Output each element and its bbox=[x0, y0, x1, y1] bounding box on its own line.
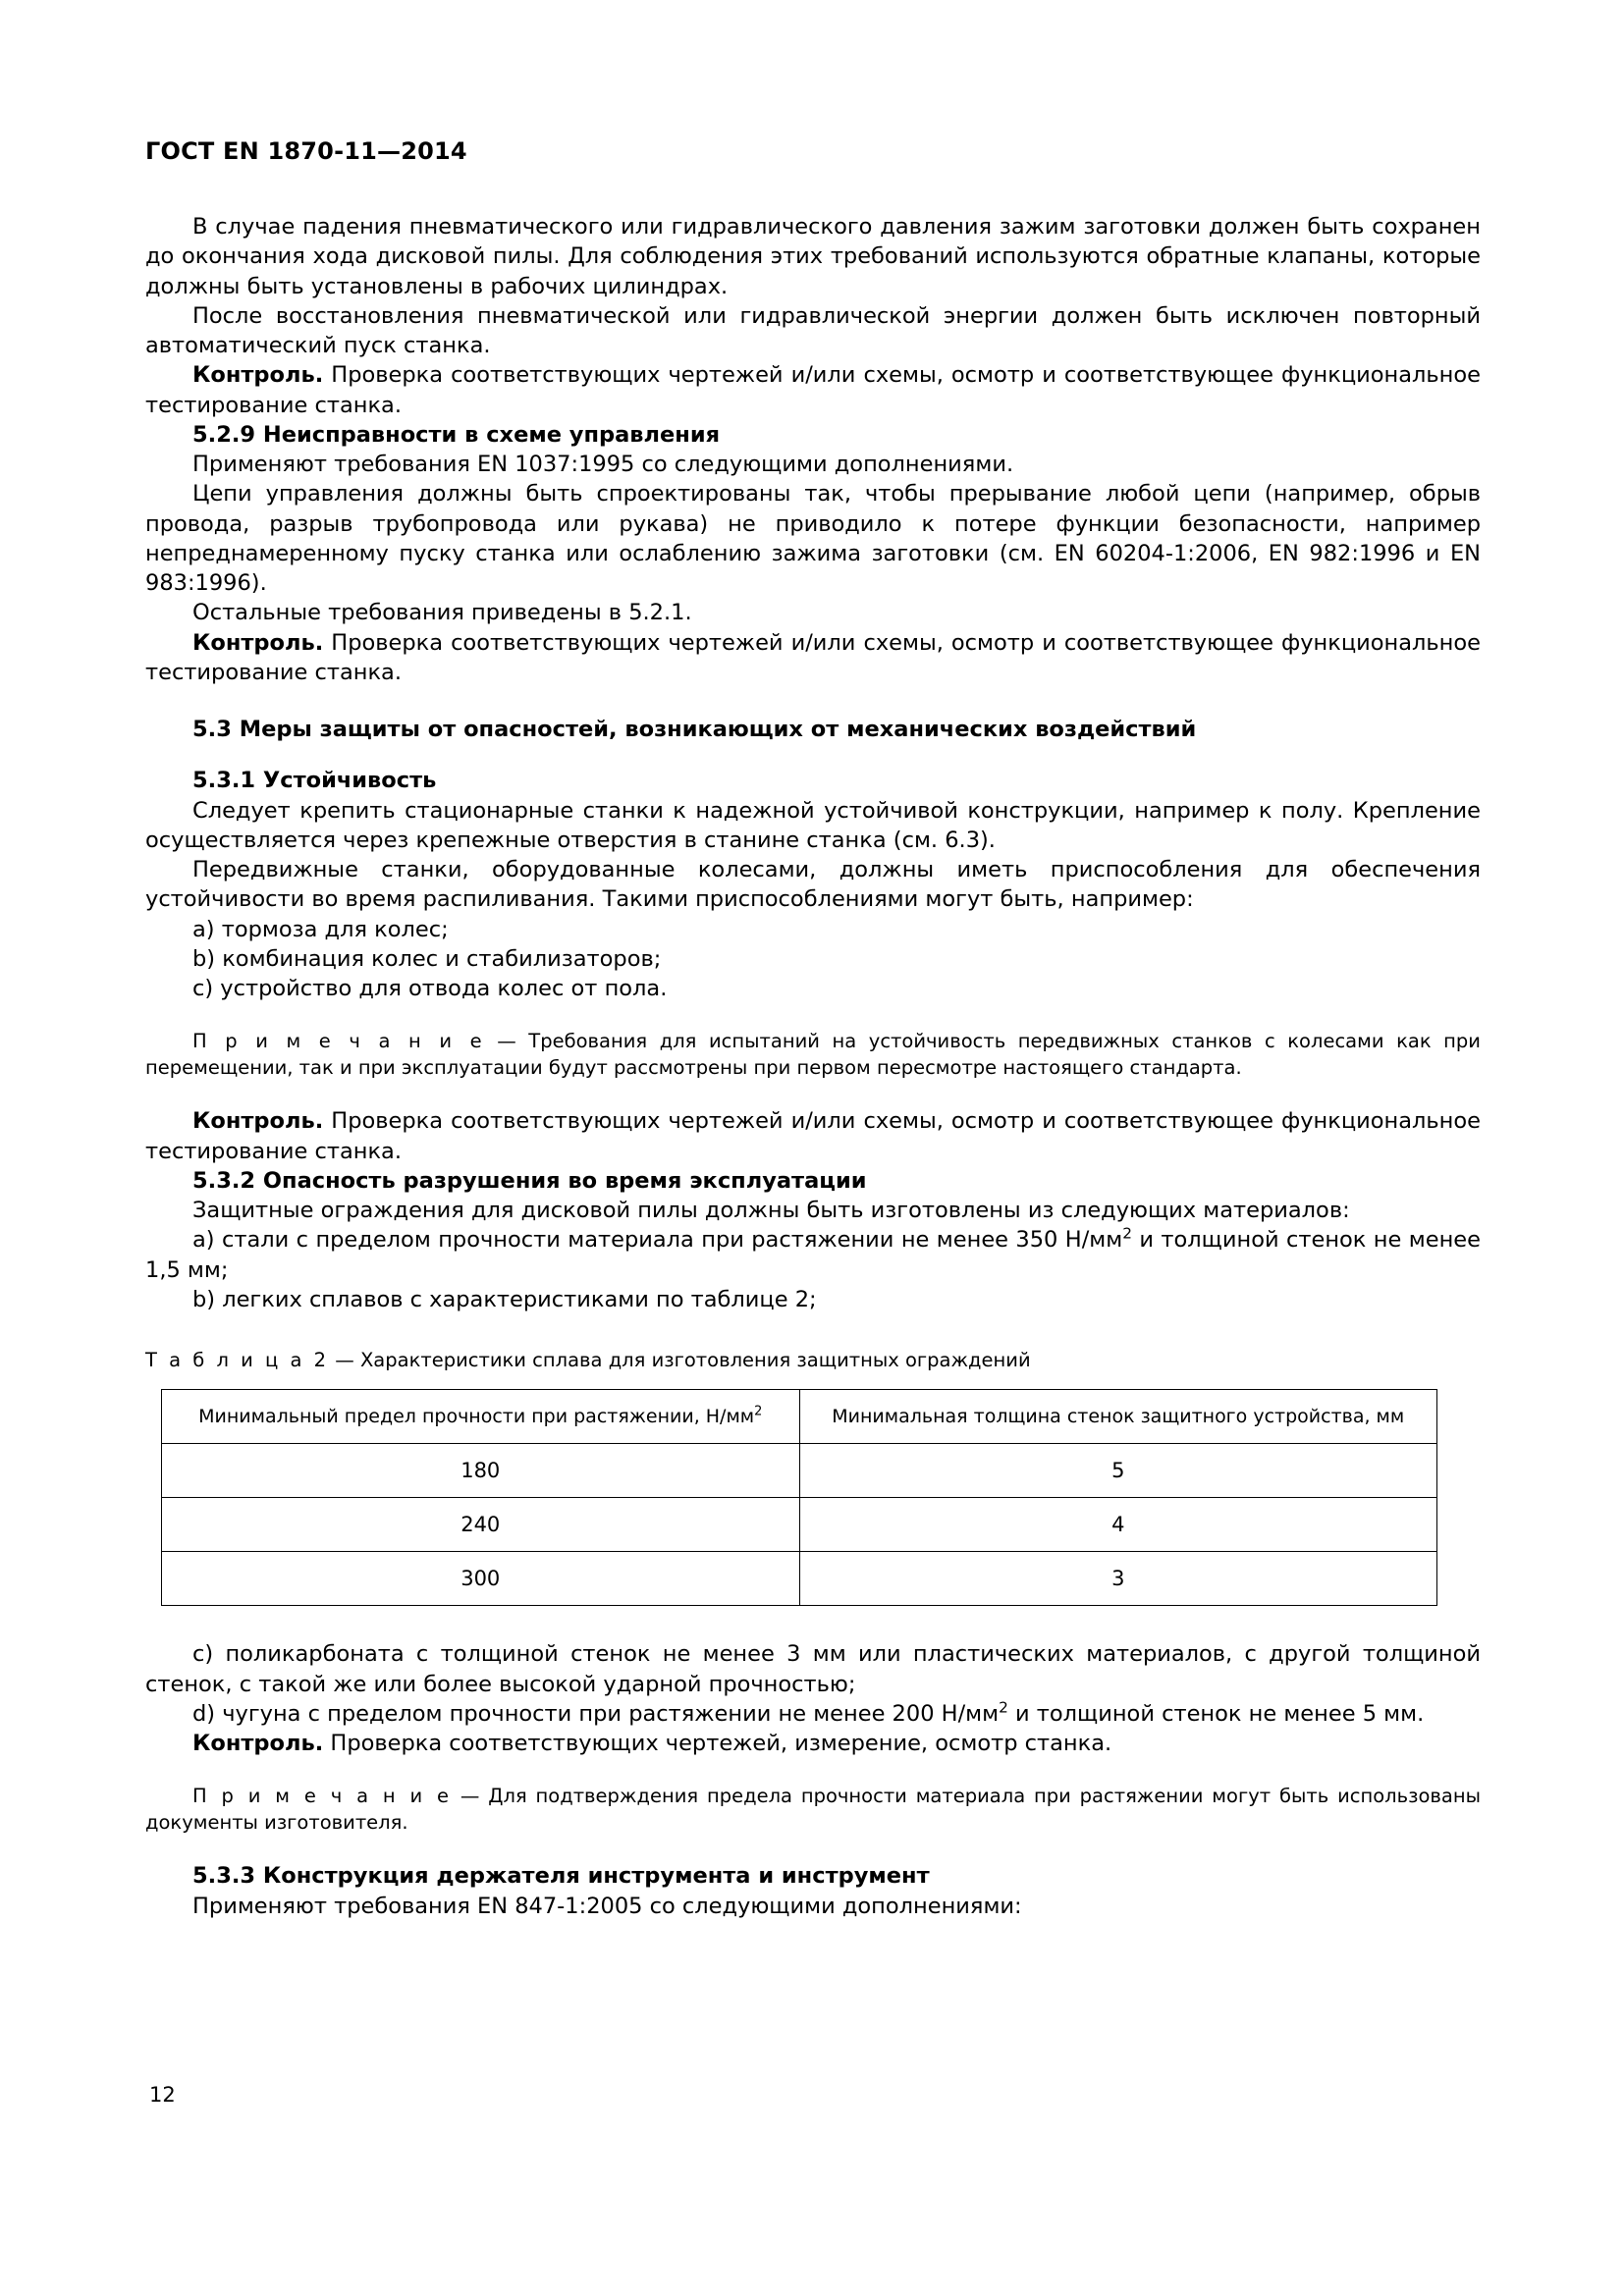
table-cell-thickness: 4 bbox=[799, 1498, 1437, 1552]
note-1-label: П р и м е ч а н и е bbox=[192, 1030, 485, 1053]
list-item-a: a) тормоза для колес; bbox=[192, 916, 449, 942]
note-1 bbox=[145, 1029, 1481, 1081]
table-cell-strength: 180 bbox=[162, 1444, 800, 1498]
control-note-2 bbox=[145, 628, 1481, 688]
list-item-a2 bbox=[145, 1225, 1481, 1285]
document-header: ГОСТ EN 1870-11—2014 bbox=[145, 137, 467, 165]
control-label-2: Контроль. bbox=[192, 629, 324, 656]
list-item-d2-superscript: 2 bbox=[999, 1698, 1008, 1717]
table-caption bbox=[145, 1348, 1481, 1373]
control-text-3: Проверка соответствующих чертежей и/или схемы, осмотр и соответствующее функциональное тестирование станка. bbox=[145, 1108, 1481, 1164]
table-header-thickness: Минимальная толщина стенок защитного устройства, мм bbox=[799, 1390, 1437, 1444]
control-text-4: Проверка соответствующих чертежей, измерение, осмотр станка. bbox=[323, 1731, 1112, 1756]
list-item-d2 bbox=[145, 1699, 1481, 1729]
list-item-a2-part1: a) стали с пределом прочности материала при растяжении не менее 350 Н/мм bbox=[192, 1227, 1123, 1254]
list-item-c2: c) поликарбоната с толщиной стенок не менее 3 мм или пластических материалов, с другой толщиной стенок, с такой же или более высокой ударной прочностью; bbox=[145, 1641, 1481, 1697]
table-header-row bbox=[162, 1390, 1437, 1444]
table-cell-thickness: 3 bbox=[799, 1552, 1437, 1606]
list-item-a2-part2: и толщиной стенок не менее 1,5 мм; bbox=[145, 1227, 1481, 1283]
table-caption-label: Т а б л и ц а 2 bbox=[145, 1349, 330, 1372]
note-2 bbox=[145, 1784, 1481, 1836]
control-label-1: Контроль. bbox=[192, 362, 324, 389]
paragraph-mobile-machines: Передвижные станки, оборудованные колесами, должны иметь приспособления для обеспечения устойчивости во время распиливания. Такими приспособлениями могут быть, например: bbox=[145, 857, 1481, 913]
table-header-strength bbox=[162, 1390, 800, 1444]
alloy-characteristics-table bbox=[161, 1389, 1437, 1606]
heading-5-3-3: 5.3.3 Конструкция держателя инструмента и инструмент bbox=[192, 1863, 930, 1890]
control-note-4 bbox=[145, 1729, 1481, 1758]
heading-5-2-9: 5.2.9 Неисправности в схеме управления bbox=[192, 421, 721, 448]
heading-5-3-2: 5.3.2 Опасность разрушения во время эксплуатации bbox=[192, 1167, 867, 1194]
note-2-label: П р и м е ч а н и е bbox=[192, 1785, 453, 1808]
note-2-text: — Для подтверждения предела прочности материала при растяжении могут быть использованы документы изготовителя. bbox=[145, 1785, 1481, 1834]
table-cell-strength: 240 bbox=[162, 1498, 800, 1552]
list-item-d2-part1: d) чугуна с пределом прочности при растяжении не менее 200 Н/мм bbox=[192, 1700, 1000, 1727]
list-item-b: b) комбинация колес и стабилизаторов; bbox=[192, 945, 662, 972]
heading-5-3-1: 5.3.1 Устойчивость bbox=[192, 768, 437, 794]
control-text-1: Проверка соответствующих чертежей и/или схемы, осмотр и соответствующее функциональное тестирование станка. bbox=[145, 362, 1481, 418]
paragraph-pressure-drop: В случае падения пневматического или гидравлического давления зажим заготовки должен быть сохранен до окончания хода дисковой пилы. Для соблюдения этих требований используются обратные клапаны, которые должны быть установлены в рабочих цилиндрах. bbox=[145, 214, 1481, 299]
list-item-d2-part2: и толщиной стенок не менее 5 мм. bbox=[1007, 1700, 1425, 1727]
list-item-a2-superscript: 2 bbox=[1122, 1224, 1132, 1243]
table-row bbox=[162, 1444, 1437, 1498]
paragraph-control-circuits: Цепи управления должны быть спроектированы так, чтобы прерывание любой цепи (например, обрыв провода, разрыв трубопровода или рукава) не приводило к потере функции безопасности, например непреднамеренному пуску станка или ослаблению зажима заготовки (см. EN 60204-1:2006, EN 982:1996 и EN 983:1996). bbox=[145, 481, 1481, 596]
table-header-strength-text: Минимальный предел прочности при растяжении, Н/мм bbox=[198, 1406, 755, 1428]
table-cell-thickness: 5 bbox=[799, 1444, 1437, 1498]
note-1-text: — Требования для испытаний на устойчивость передвижных станков с колесами как при перемещении, так и при эксплуатации будут рассмотрены при первом пересмотре настоящего стандарта. bbox=[145, 1030, 1481, 1079]
list-item-b2: b) легких сплавов с характеристиками по таблице 2; bbox=[192, 1286, 817, 1312]
table-header-strength-superscript: 2 bbox=[754, 1404, 763, 1419]
paragraph-remaining-requirements: Остальные требования приведены в 5.2.1. bbox=[192, 600, 692, 626]
table-row bbox=[162, 1498, 1437, 1552]
list-item-c: c) устройство для отвода колес от пола. bbox=[192, 976, 668, 1001]
control-label-4: Контроль. bbox=[192, 1731, 324, 1756]
table-cell-strength: 300 bbox=[162, 1552, 800, 1606]
control-text-2: Проверка соответствующих чертежей и/или схемы, осмотр и соответствующее функциональное тестирование станка. bbox=[145, 629, 1481, 685]
table-caption-text: — Характеристики сплава для изготовления защитных ограждений bbox=[329, 1349, 1031, 1372]
page-number: 12 bbox=[149, 2083, 176, 2107]
heading-5-3: 5.3 Меры защиты от опасностей, возникающих от механических воздействий bbox=[192, 717, 1197, 742]
paragraph-energy-restore: После восстановления пневматической или гидравлической энергии должен быть исключен повторный автоматический пуск станка. bbox=[145, 302, 1481, 358]
control-note-1 bbox=[145, 360, 1481, 420]
page-content bbox=[145, 137, 1481, 1921]
table-row bbox=[162, 1552, 1437, 1606]
paragraph-guard-materials: Защитные ограждения для дисковой пилы должны быть изготовлены из следующих материалов: bbox=[192, 1198, 1350, 1224]
control-note-3 bbox=[145, 1106, 1481, 1166]
paragraph-en1037: Применяют требования EN 1037:1995 со следующими дополнениями. bbox=[192, 452, 1014, 477]
control-label-3: Контроль. bbox=[192, 1108, 324, 1135]
paragraph-en847: Применяют требования EN 847-1:2005 со следующими дополнениями: bbox=[192, 1893, 1022, 1919]
paragraph-stationary-machines: Следует крепить стационарные станки к надежной устойчивой конструкции, например к полу. Крепление осуществляется через крепежные отверстия в станине станка (см. 6.3). bbox=[145, 797, 1481, 853]
